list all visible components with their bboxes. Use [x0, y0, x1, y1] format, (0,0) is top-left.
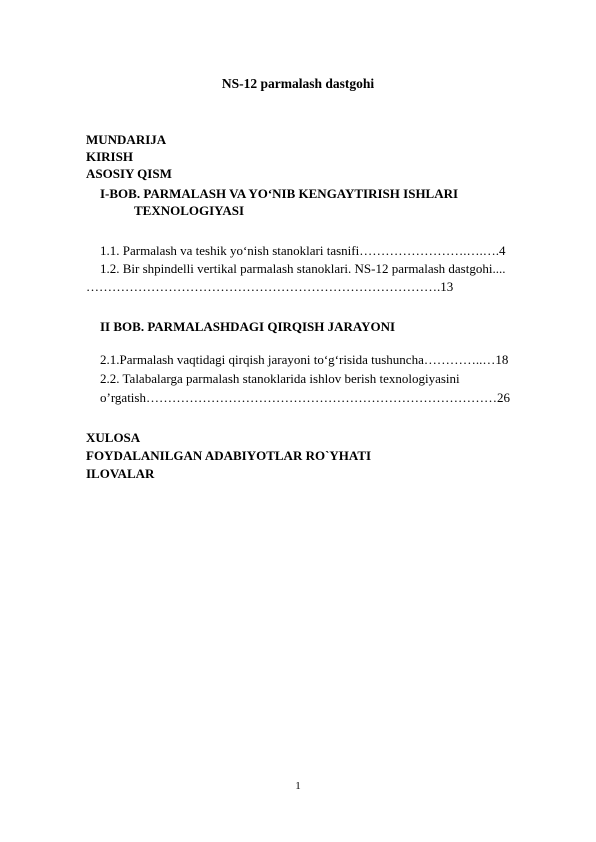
- page-number: 1: [295, 780, 301, 792]
- toc-item-1-2-line2: ……………………………………………………………………….13: [86, 279, 454, 294]
- toc-intro: KIRISH: [86, 149, 133, 164]
- document-title: NS-12 parmalash dastgohi: [221, 76, 375, 91]
- chapter1-heading-line2: TEXNOLOGIYASI: [134, 203, 245, 218]
- toc-references: FOYDALANILGAN ADABIYOTLAR RO`YHATI: [86, 448, 372, 463]
- toc-conclusion: XULOSA: [86, 430, 141, 445]
- toc-appendices: ILOVALAR: [86, 466, 155, 481]
- chapter2-heading: II BOB. PARMALASHDAGI QIRQISH JARAYONI: [100, 319, 396, 334]
- chapter1-heading-line1: I-BOB. PARMALASH VA YO‘NIB KENGAYTIRISH ISHLARI: [100, 186, 459, 201]
- contents-heading: MUNDARIJA: [86, 132, 167, 147]
- toc-item-2-2-line2: o’rgatish………………………………………………………………………26: [100, 390, 510, 405]
- toc-item-1-2-line1: 1.2. Bir shpindelli vertikal parmalash stanoklari. NS-12 parmalash dastgohi....: [100, 261, 506, 276]
- toc-item-2-2-line1: 2.2. Talabalarga parmalash stanoklarida ishlov berish texnologiyasini: [100, 371, 460, 386]
- toc-item-1-1: 1.1. Parmalash va teshik yo‘nish stanoklari tasnifi…………………….….….4: [100, 243, 506, 258]
- toc-item-2-1: 2.1.Parmalash vaqtidagi qirqish jarayoni to‘g‘risida tushuncha…………..…18: [100, 352, 509, 367]
- toc-main-part: ASOSIY QISM: [86, 166, 172, 181]
